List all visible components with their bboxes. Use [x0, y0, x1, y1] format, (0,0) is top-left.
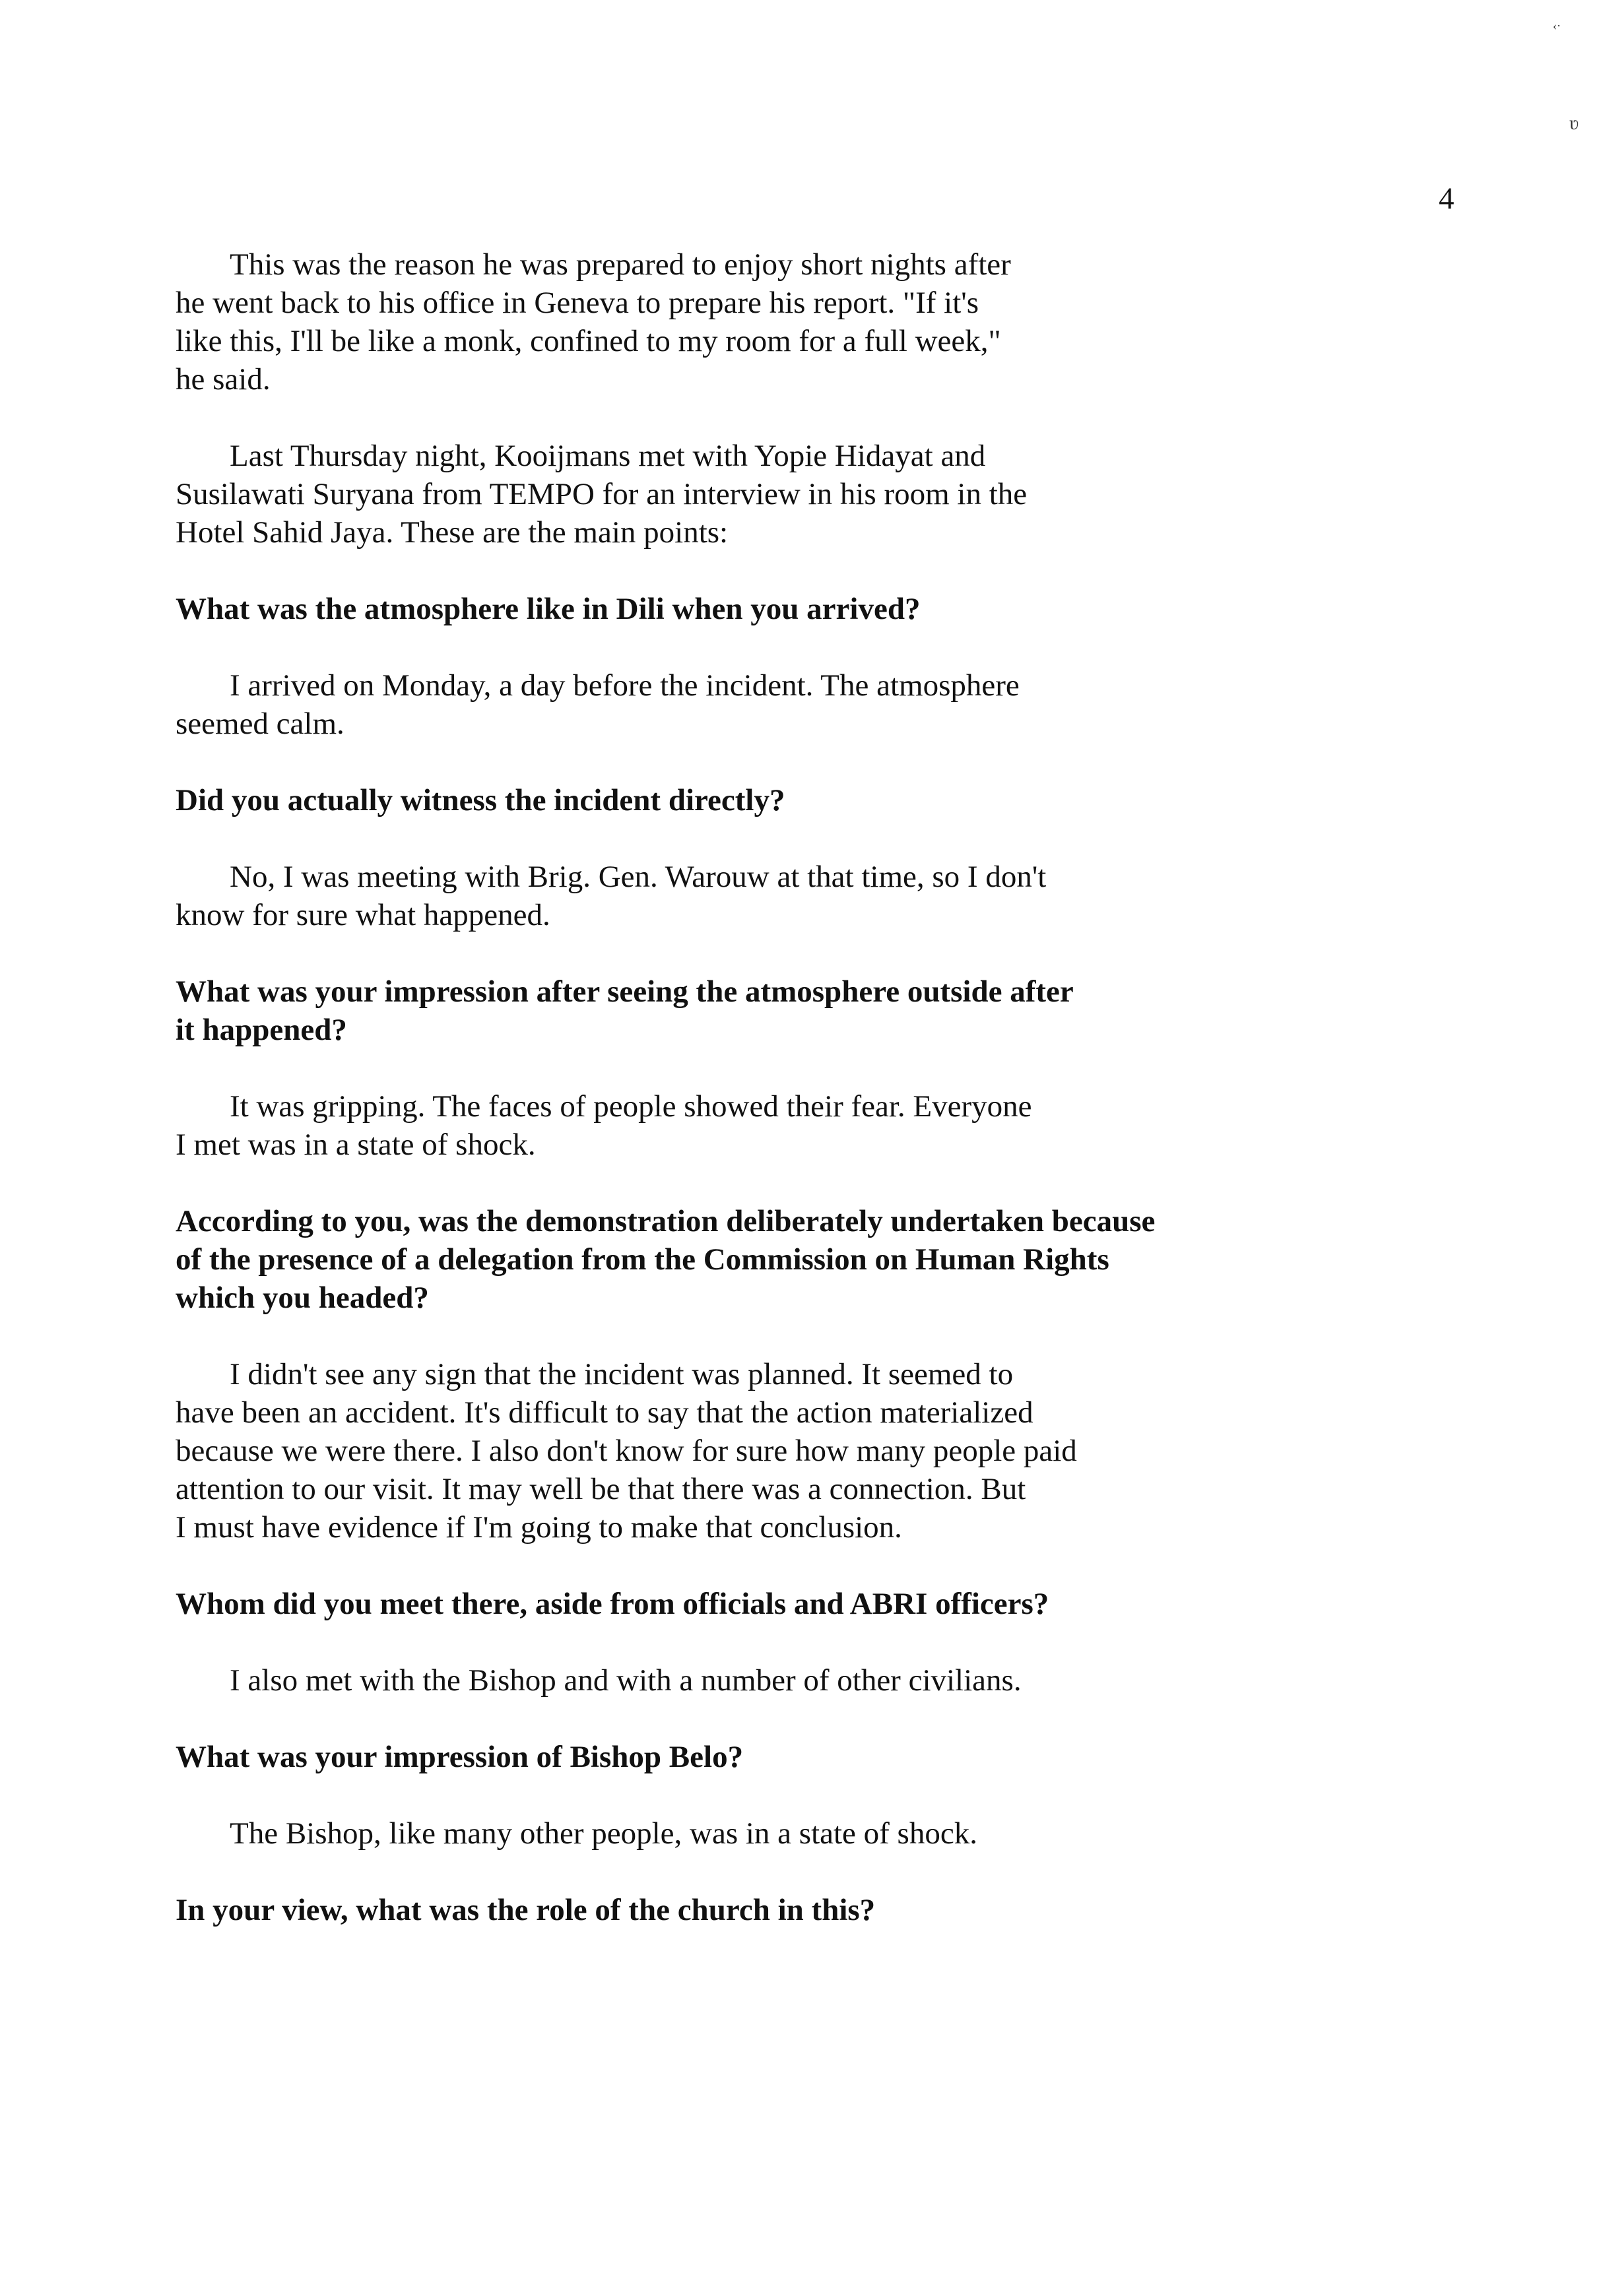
text-line: I must have evidence if I'm going to make that conclusion. [176, 1510, 902, 1545]
text-line: have been an accident. It's difficult to say that the action materialized [176, 1395, 1033, 1430]
question-line: Did you actually witness the incident directly? [176, 783, 785, 817]
text-line: Susilawati Suryana from TEMPO for an interview in his room in the [176, 477, 1028, 511]
interview-question [176, 973, 1482, 1049]
text-line: Last Thursday night, Kooijmans met with Yopie Hidayat and [230, 439, 986, 473]
paragraph [176, 245, 1482, 399]
scan-mark: ‹· [1553, 19, 1561, 32]
interview-answer [176, 666, 1482, 743]
text-line: I also met with the Bishop and with a number of other civilians. [230, 1663, 1022, 1698]
text-line: he said. [176, 362, 271, 397]
text-line: like this, I'll be like a monk, confined to my room for a full week," [176, 324, 1001, 358]
question-line: What was the atmosphere like in Dili when you arrived? [176, 592, 921, 626]
text-line: I didn't see any sign that the incident was planned. It seemed to [230, 1357, 1014, 1391]
scan-mark: ʋ [1569, 112, 1579, 134]
interview-question [176, 1891, 1482, 1929]
paragraph [176, 437, 1482, 552]
text-line: because we were there. I also don't know for sure how many people paid [176, 1434, 1077, 1468]
question-line: What was your impression of Bishop Belo? [176, 1740, 744, 1774]
interview-answer [176, 858, 1482, 934]
text-line: The Bishop, like many other people, was in a state of shock. [230, 1816, 977, 1851]
interview-question [176, 1202, 1482, 1317]
text-line: I arrived on Monday, a day before the incident. The atmosphere [230, 668, 1020, 703]
question-line: which you headed? [176, 1281, 429, 1315]
document-body [176, 245, 1482, 1929]
question-line: Whom did you meet there, aside from officials and ABRI officers? [176, 1587, 1049, 1621]
interview-question [176, 1738, 1482, 1776]
text-line: Hotel Sahid Jaya. These are the main points: [176, 515, 729, 550]
question-line: What was your impression after seeing the atmosphere outside after [176, 974, 1074, 1009]
page-number: 4 [1439, 181, 1455, 216]
interview-answer [176, 1814, 1482, 1853]
text-line: No, I was meeting with Brig. Gen. Warouw at that time, so I don't [230, 860, 1047, 894]
interview-answer [176, 1355, 1482, 1547]
text-line: know for sure what happened. [176, 898, 550, 932]
question-line: In your view, what was the role of the church in this? [176, 1893, 876, 1927]
text-line: This was the reason he was prepared to enjoy short nights after [230, 247, 1011, 282]
text-line: attention to our visit. It may well be that there was a connection. But [176, 1472, 1026, 1506]
interview-answer [176, 1661, 1482, 1700]
question-line: According to you, was the demonstration deliberately undertaken because [176, 1204, 1156, 1238]
text-line: It was gripping. The faces of people showed their fear. Everyone [230, 1089, 1032, 1124]
interview-answer [176, 1087, 1482, 1164]
interview-question [176, 1585, 1482, 1623]
text-line: he went back to his office in Geneva to prepare his report. "If it's [176, 286, 979, 320]
interview-question [176, 590, 1482, 628]
interview-question [176, 781, 1482, 819]
text-line: seemed calm. [176, 707, 344, 741]
text-line: I met was in a state of shock. [176, 1128, 536, 1162]
question-line: it happened? [176, 1013, 347, 1047]
question-line: of the presence of a delegation from the Commission on Human Rights [176, 1242, 1109, 1277]
